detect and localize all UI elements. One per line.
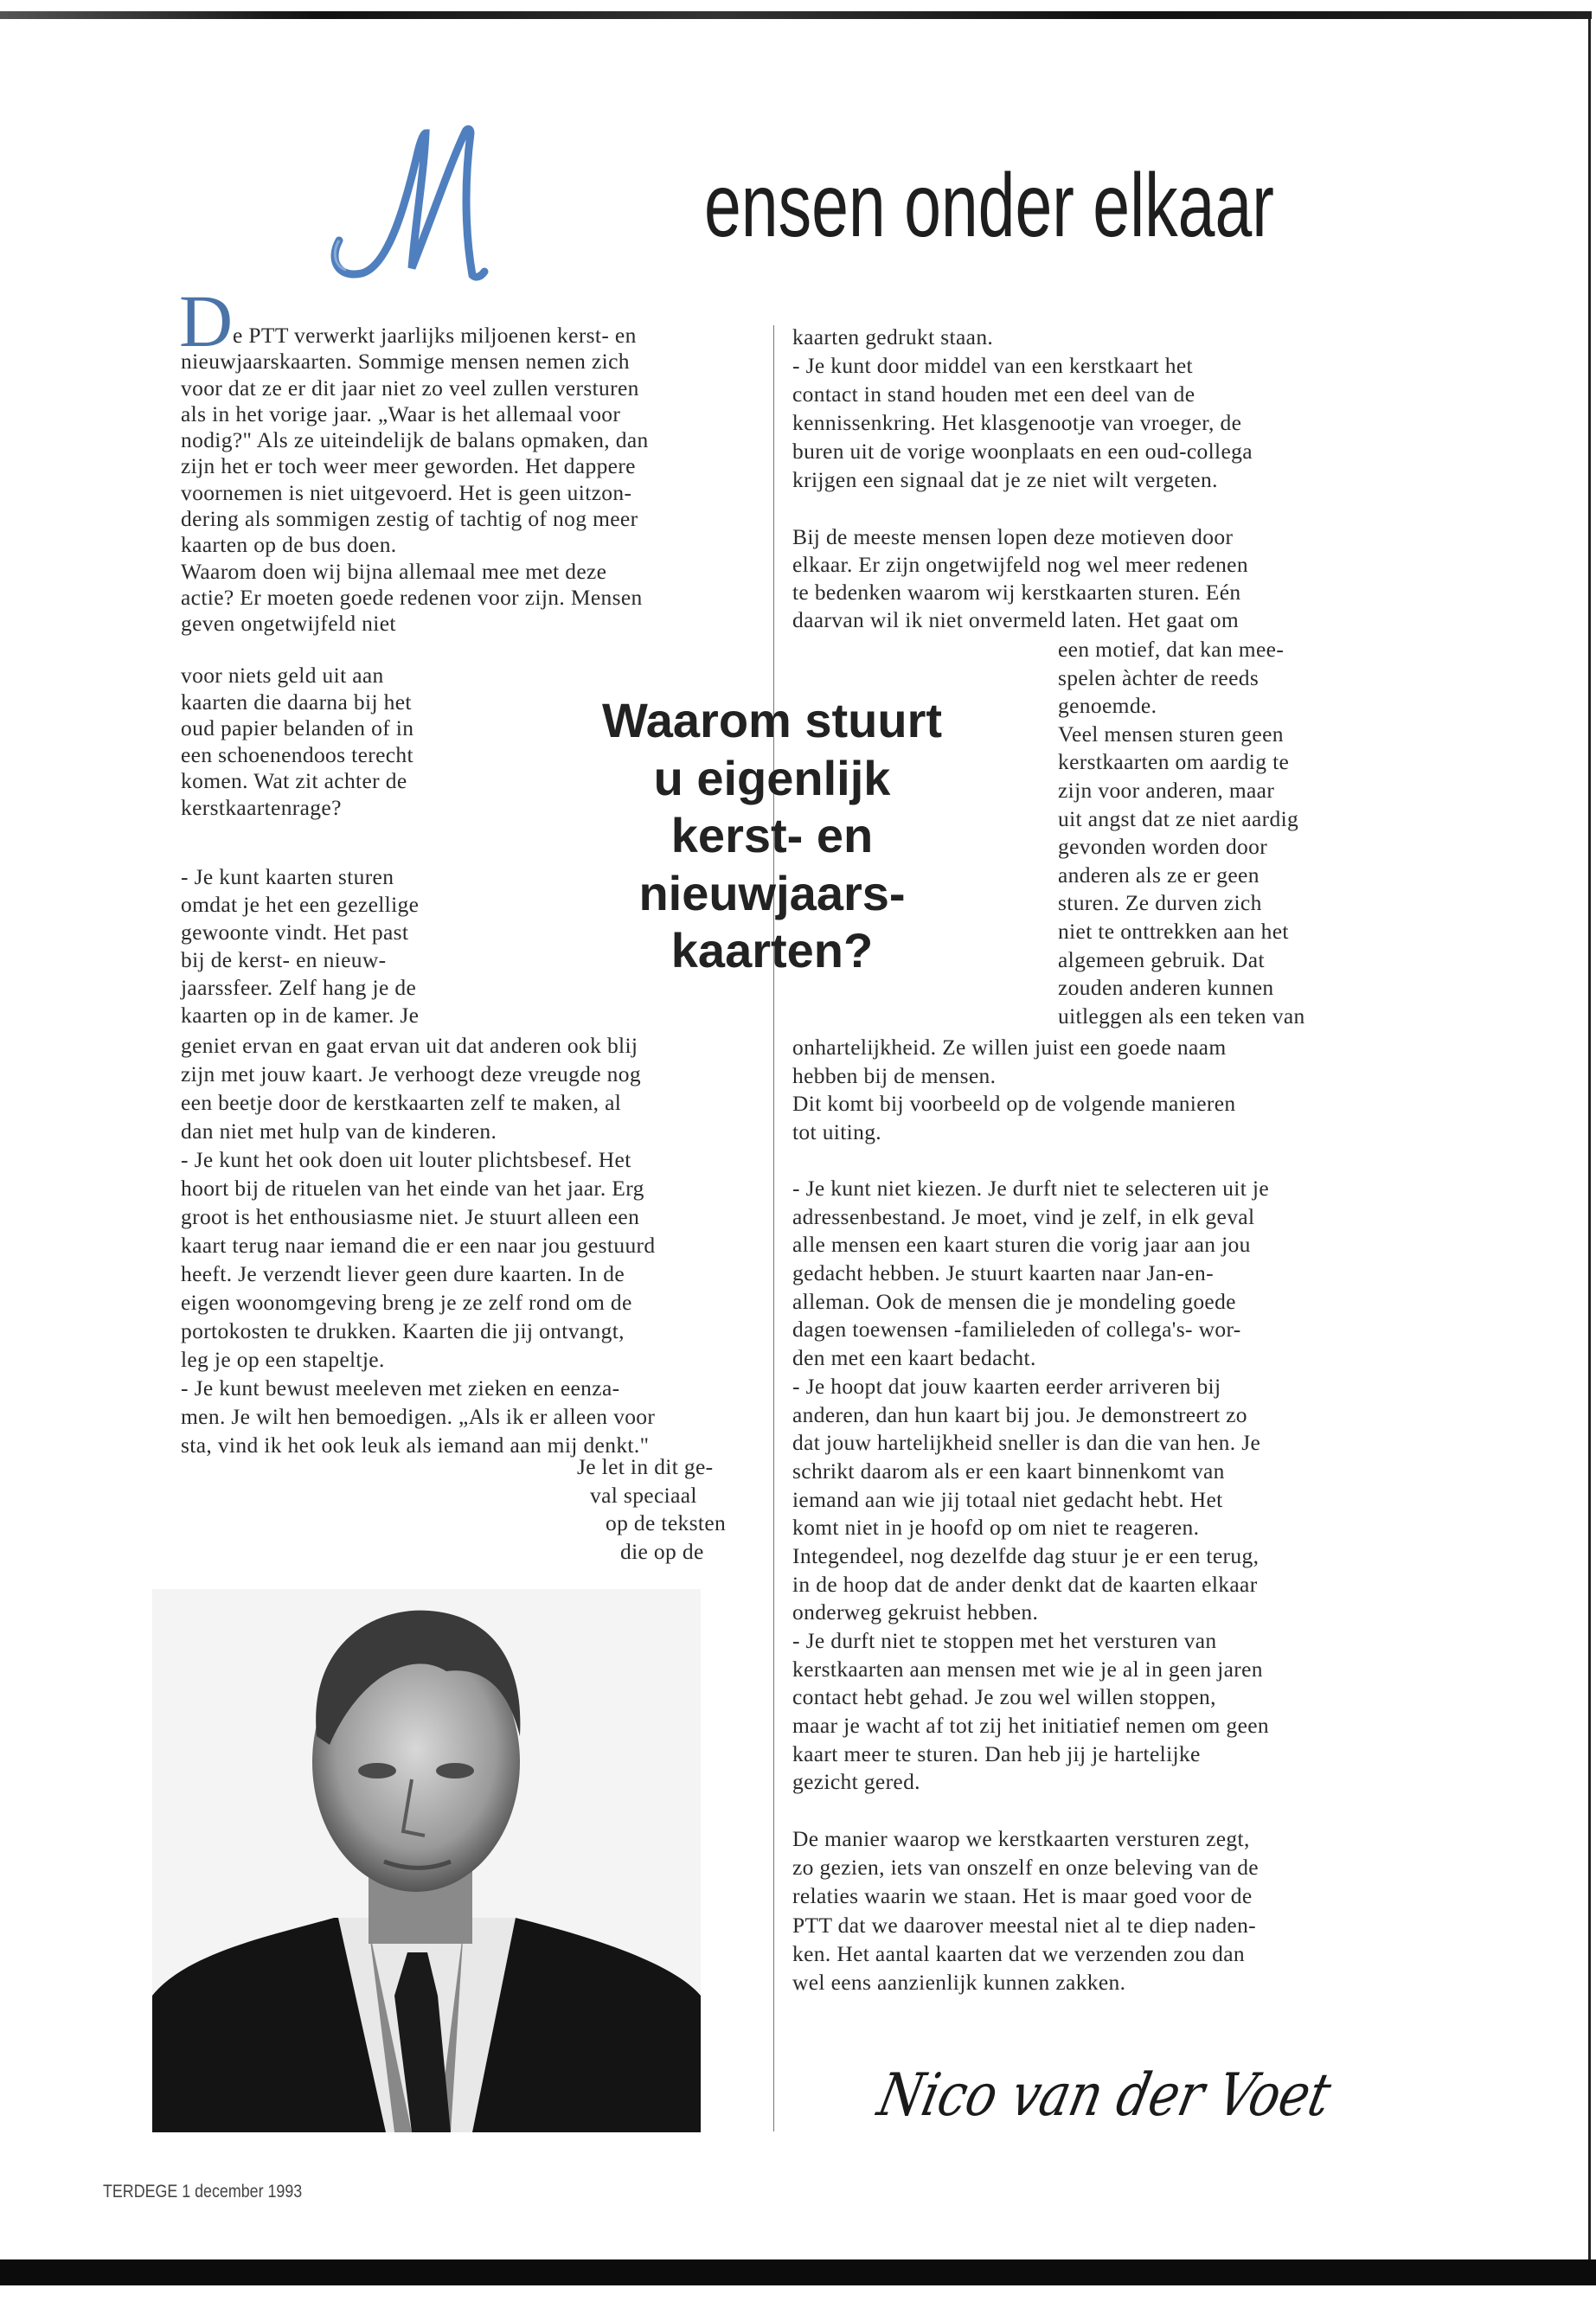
pull-quote bbox=[554, 692, 990, 980]
text-line: maar je wacht af tot zij het initiatief nemen om geen bbox=[792, 1713, 1269, 1739]
pull-quote-line: kaarten? bbox=[670, 923, 874, 977]
text-line: actie? Er moeten goede redenen voor zijn. Mensen bbox=[181, 584, 643, 610]
text-line: kaarten gedrukt staan. bbox=[792, 324, 994, 349]
text-line: een motief, dat kan mee- bbox=[1058, 637, 1285, 662]
text-line: men. Je wilt hen bemoedigen. „Als ik er alleen voor bbox=[181, 1404, 656, 1429]
text-line: - Je kunt kaarten sturen bbox=[181, 864, 394, 889]
text-line: elkaar. Er zijn ongetwijfeld nog wel meer redenen bbox=[792, 552, 1248, 577]
text-line: zijn voor anderen, maar bbox=[1058, 777, 1275, 803]
text-line: nieuwjaarskaarten. Sommige mensen nemen zich bbox=[181, 349, 630, 375]
text-line: een beetje door de kerstkaarten zelf te maken, al bbox=[181, 1090, 622, 1115]
text-line: alleman. Ook de mensen die je mondeling goede bbox=[792, 1288, 1236, 1314]
text-line: onhartelijkheid. Ze willen juist een goede naam bbox=[792, 1035, 1227, 1060]
text-line: ken. Het aantal kaarten dat we verzenden zou dan bbox=[792, 1940, 1246, 1966]
text-line: tot uiting. bbox=[792, 1119, 882, 1145]
text-line: bij de kerst- en nieuw- bbox=[181, 947, 387, 972]
text-line: die op de bbox=[620, 1539, 704, 1565]
text-line: zo gezien, iets van onszelf en onze beleving van de bbox=[792, 1855, 1259, 1881]
text-line: gewoonte vindt. Het past bbox=[181, 920, 409, 945]
text-line: De manier waarop we kerstkaarten versturen zegt, bbox=[792, 1826, 1250, 1851]
text-line: eigen woonomgeving breng je ze zelf rond om de bbox=[181, 1290, 632, 1315]
text-line: kerstkaarten aan mensen met wie je al in geen jaren bbox=[792, 1656, 1263, 1682]
signature-text: Nico van der Voet bbox=[872, 2061, 1420, 2130]
text-line: anderen, dan hun kaart bij jou. Je demonstreert zo bbox=[792, 1401, 1247, 1427]
author-photo bbox=[152, 1589, 701, 2132]
text-line: daarvan wil ik niet onvermeld laten. Het gaat om bbox=[792, 607, 1240, 632]
bottom-border bbox=[0, 2259, 1596, 2285]
text-line: kaarten op de bus doen. bbox=[181, 532, 397, 558]
text-line: in de hoop dat de ander denkt dat de kaarten elkaar bbox=[792, 1571, 1258, 1597]
text-line: e PTT verwerkt jaarlijks miljoenen kerst- en bbox=[233, 323, 637, 348]
pull-quote-line: kerst- en bbox=[670, 808, 874, 862]
text-line: - Je hoopt dat jouw kaarten eerder arriveren bij bbox=[792, 1373, 1221, 1399]
text-line: wel eens aanzienlijk kunnen zakken. bbox=[792, 1969, 1126, 1995]
text-line: Je let in dit ge- bbox=[577, 1454, 714, 1479]
text-line: dagen toewensen -familieleden of collega's- wor- bbox=[792, 1317, 1241, 1343]
text-line: dat jouw hartelijkheid sneller is dan die van hen. Je bbox=[792, 1430, 1261, 1456]
text-line: uit angst dat ze niet aardig bbox=[1058, 805, 1299, 831]
text-line: jaarssfeer. Zelf hang je de bbox=[181, 975, 417, 1000]
left-full bbox=[181, 1031, 656, 1459]
text-line: sturen. Ze durven zich bbox=[1058, 890, 1262, 916]
text-line: dan niet met hulp van de kinderen. bbox=[181, 1118, 497, 1144]
text-line: anderen als ze er geen bbox=[1058, 862, 1259, 888]
text-line: sta, vind ik het ook leuk als iemand aan mij denkt." bbox=[181, 1433, 650, 1458]
text-line: zijn het er toch weer meer geworden. Het dappere bbox=[181, 453, 636, 479]
text-line: kerstkaartenrage? bbox=[181, 794, 342, 820]
text-line: geniet ervan en gaat ervan uit dat anderen ook blij bbox=[181, 1033, 638, 1058]
text-line: Bij de meeste mensen lopen deze motieven door bbox=[792, 524, 1234, 549]
text-line: buren uit de vorige woonplaats en een oud-collega bbox=[792, 439, 1253, 464]
text-line: geven ongetwijfeld niet bbox=[181, 611, 396, 637]
text-line: Waarom doen wij bijna allemaal mee met deze bbox=[181, 558, 607, 584]
text-line: iemand aan wie jij totaal niet gedacht hebt. Het bbox=[792, 1486, 1223, 1512]
text-line: - Je durft niet te stoppen met het versturen van bbox=[792, 1628, 1217, 1653]
text-line: op de teksten bbox=[606, 1510, 727, 1536]
text-line: oud papier belanden of in bbox=[181, 715, 414, 740]
left-narrow-1 bbox=[181, 663, 413, 821]
right-p4 bbox=[792, 1175, 1269, 1797]
text-line: PTT dat we daarover meestal niet al te diep naden- bbox=[792, 1912, 1257, 1938]
text-line: alle mensen een kaart sturen die vorig jaar aan jou bbox=[792, 1232, 1251, 1258]
text-line: komen. Wat zit achter de bbox=[181, 768, 407, 793]
pull-quote-line: nieuwjaars- bbox=[638, 865, 906, 920]
text-line: hoort bij de rituelen van het einde van het jaar. Erg bbox=[181, 1176, 644, 1201]
text-line: contact hebt gehad. Je zou wel willen stoppen, bbox=[792, 1684, 1216, 1710]
pull-quote-line: u eigenlijk bbox=[653, 750, 891, 805]
text-line: - Je kunt bewust meeleven met zieken en eenza- bbox=[181, 1375, 620, 1400]
right-p3 bbox=[792, 1034, 1236, 1147]
text-line: kaarten op in de kamer. Je bbox=[181, 1003, 420, 1028]
text-line: adressenbestand. Je moet, vind je zelf, in elk geval bbox=[792, 1203, 1255, 1229]
page-title: ensen onder elkaar bbox=[704, 156, 1274, 256]
text-line: te bedenken waarom wij kerstkaarten sturen. Eén bbox=[792, 580, 1241, 605]
author-signature bbox=[872, 2041, 1420, 2137]
text-line: omdat je het een gezellige bbox=[181, 892, 420, 917]
left-narrow-2 bbox=[181, 863, 419, 1029]
text-line: groot is het enthousiasme niet. Je stuurt alleen een bbox=[181, 1204, 640, 1229]
text-line: gevonden worden door bbox=[1058, 834, 1268, 860]
text-line: schrikt daarom als er een kaart binnenkomt van bbox=[792, 1458, 1225, 1484]
text-line: gedacht hebben. Je stuurt kaarten naar Jan-en- bbox=[792, 1260, 1214, 1286]
text-line: krijgen een signaal dat je ze niet wilt vergeten. bbox=[792, 467, 1218, 492]
text-line: zijn met jouw kaart. Je verhoogt deze vreugde nog bbox=[181, 1061, 641, 1086]
text-line: val speciaal bbox=[590, 1482, 697, 1508]
text-line: kaart meer te sturen. Dan heb jij je hartelijke bbox=[792, 1740, 1201, 1766]
text-line: een schoenendoos terecht bbox=[181, 741, 413, 767]
text-line: kerstkaarten om aardig te bbox=[1058, 749, 1290, 775]
text-line: kaart terug naar iemand die er een naar jou gestuurd bbox=[181, 1233, 656, 1258]
text-line: niet te onttrekken aan het bbox=[1058, 918, 1289, 944]
right-border bbox=[1588, 12, 1591, 2261]
pull-quote-line: Waarom stuurt bbox=[601, 693, 943, 747]
left-intro bbox=[181, 323, 649, 638]
text-line: Integendeel, nog dezelfde dag stuur je er een terug, bbox=[792, 1542, 1259, 1568]
column-divider bbox=[773, 325, 774, 2131]
text-line: portokosten te drukken. Kaarten die jij ontvangt, bbox=[181, 1318, 625, 1343]
top-border bbox=[0, 11, 1592, 19]
text-line: zouden anderen kunnen bbox=[1058, 975, 1274, 1001]
right-narrow bbox=[1058, 636, 1305, 1030]
text-line: nodig?" Als ze uiteindelijk de balans opmaken, dan bbox=[181, 427, 649, 453]
left-tail bbox=[0, 1453, 726, 1567]
title-initial-swash bbox=[320, 121, 493, 281]
text-line: gezicht gered. bbox=[792, 1769, 920, 1795]
text-line: uitleggen als een teken van bbox=[1058, 1003, 1305, 1029]
text-line: onderweg gekruist hebben. bbox=[792, 1599, 1039, 1625]
text-line: heeft. Je verzendt liever geen dure kaarten. In de bbox=[181, 1261, 625, 1286]
text-line: leg je op een stapeltje. bbox=[181, 1347, 385, 1372]
text-line: - Je kunt door middel van een kerstkaart het bbox=[792, 353, 1193, 378]
text-line: dering als sommigen zestig of tachtig of nog meer bbox=[181, 506, 638, 532]
text-line: voor dat ze er dit jaar niet zo veel zullen versturen bbox=[181, 375, 639, 401]
right-p5 bbox=[792, 1824, 1259, 1997]
text-line: als in het vorige jaar. „Waar is het allemaal voor bbox=[181, 401, 621, 426]
text-line: hebben bij de mensen. bbox=[792, 1062, 997, 1088]
right-p2 bbox=[792, 523, 1248, 634]
text-line: Veel mensen sturen geen bbox=[1058, 721, 1284, 747]
text-line: spelen àchter de reeds bbox=[1058, 664, 1259, 690]
text-line: kaarten die daarna bij het bbox=[181, 689, 412, 715]
text-line: - Je kunt het ook doen uit louter plichtsbesef. Het bbox=[181, 1147, 631, 1172]
text-line: voornemen is niet uitgevoerd. Het is geen uitzon- bbox=[181, 479, 632, 505]
text-line: - Je kunt niet kiezen. Je durft niet te selecteren uit je bbox=[792, 1176, 1269, 1201]
text-line: relaties waarin we staan. Het is maar goed voor de bbox=[792, 1883, 1253, 1909]
drop-cap: D bbox=[179, 279, 234, 362]
right-p1 bbox=[792, 323, 1253, 494]
text-line: den met een kaart bedacht. bbox=[792, 1345, 1036, 1371]
text-line: contact in stand houden met een deel van de bbox=[792, 381, 1195, 407]
text-line: Dit komt bij voorbeeld op de volgende manieren bbox=[792, 1091, 1236, 1117]
text-line: genoemde. bbox=[1058, 693, 1157, 719]
text-line: kennissenkring. Het klasgenootje van vroeger, de bbox=[792, 410, 1242, 435]
text-line: algemeen gebruik. Dat bbox=[1058, 946, 1265, 972]
footer-publication: TERDEGE 1 december 1993 bbox=[103, 2182, 303, 2202]
text-line: komt niet in je hoofd op om niet te reageren. bbox=[792, 1515, 1200, 1541]
text-line: voor niets geld uit aan bbox=[181, 663, 384, 688]
